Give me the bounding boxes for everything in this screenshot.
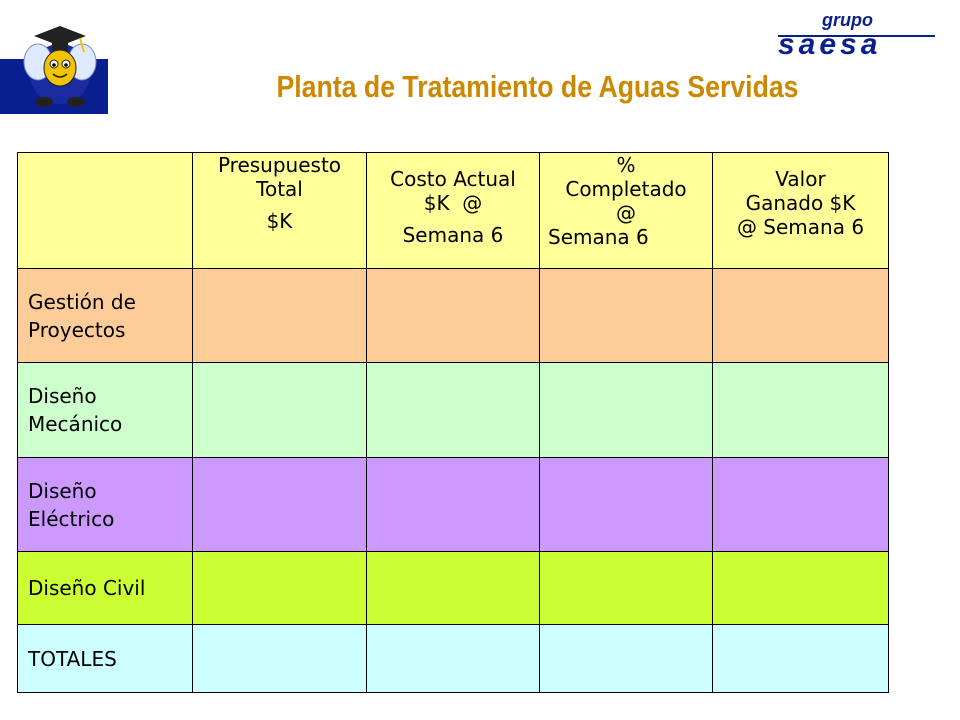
col-header-line: Semana 6 xyxy=(548,225,649,249)
table-cell xyxy=(540,269,713,363)
table-cell xyxy=(540,552,713,625)
logo-main-text: saesa xyxy=(778,28,882,56)
row-label xyxy=(18,269,193,363)
row-label-line: Gestión de xyxy=(28,289,136,314)
saesa-logo xyxy=(770,8,945,56)
corner-cell xyxy=(18,153,193,269)
header-row xyxy=(18,153,889,269)
table-cell xyxy=(367,625,540,693)
table-cell xyxy=(193,269,367,363)
table-cell xyxy=(193,625,367,693)
col-header-costo xyxy=(367,153,540,269)
col-header-line: Semana 6 xyxy=(402,223,504,247)
row-label xyxy=(18,458,193,552)
table-row xyxy=(18,363,889,458)
col-header-line: $K xyxy=(266,209,293,233)
table-cell xyxy=(193,363,367,458)
table-row xyxy=(18,458,889,552)
col-header-line: % xyxy=(616,153,636,177)
table-cell xyxy=(193,458,367,552)
row-label-line: TOTALES xyxy=(28,646,117,671)
table-cell xyxy=(713,363,889,458)
col-header-completado xyxy=(540,153,713,269)
table-cell xyxy=(713,552,889,625)
table-cell xyxy=(540,625,713,693)
col-header-line: Total xyxy=(256,177,303,201)
table-cell xyxy=(367,363,540,458)
row-label-line: Proyectos xyxy=(28,317,126,342)
table-cell xyxy=(367,269,540,363)
col-header-line: @ xyxy=(616,201,636,225)
table-cell xyxy=(540,363,713,458)
cost-table xyxy=(17,152,889,693)
row-label-line: Eléctrico xyxy=(28,506,115,531)
col-header-line: @ Semana 6 xyxy=(736,215,865,239)
table-cell xyxy=(713,269,889,363)
table-cell xyxy=(540,458,713,552)
table-cell xyxy=(193,552,367,625)
row-label-line: Diseño Civil xyxy=(28,576,146,600)
col-header-line: Costo Actual xyxy=(390,167,516,191)
table-row xyxy=(18,552,889,625)
row-label-line: Diseño xyxy=(28,478,97,503)
title-box xyxy=(108,59,960,114)
table-row xyxy=(18,625,889,693)
row-label-line: Diseño xyxy=(28,384,97,408)
table-cell xyxy=(713,458,889,552)
page-title: Planta de Tratamiento de Aguas Servidas xyxy=(275,68,799,104)
table-cell xyxy=(713,625,889,693)
logo-top-text: grupo xyxy=(822,10,873,30)
col-header-line: Ganado $K xyxy=(745,191,856,215)
row-label xyxy=(18,625,193,693)
col-header-line: Presupuesto xyxy=(217,153,342,177)
col-header-valor xyxy=(713,153,889,269)
row-label-line: Mecánico xyxy=(28,412,123,436)
table-row xyxy=(18,269,889,363)
col-header-line: Valor xyxy=(775,167,826,191)
col-header-line: $K @ xyxy=(423,191,483,215)
mascot-bee-icon xyxy=(20,18,102,110)
table-cell xyxy=(367,458,540,552)
col-header-line: Completado xyxy=(565,177,687,201)
row-label xyxy=(18,552,193,625)
col-header-presupuesto xyxy=(193,153,367,269)
table-cell xyxy=(367,552,540,625)
row-label xyxy=(18,363,193,458)
